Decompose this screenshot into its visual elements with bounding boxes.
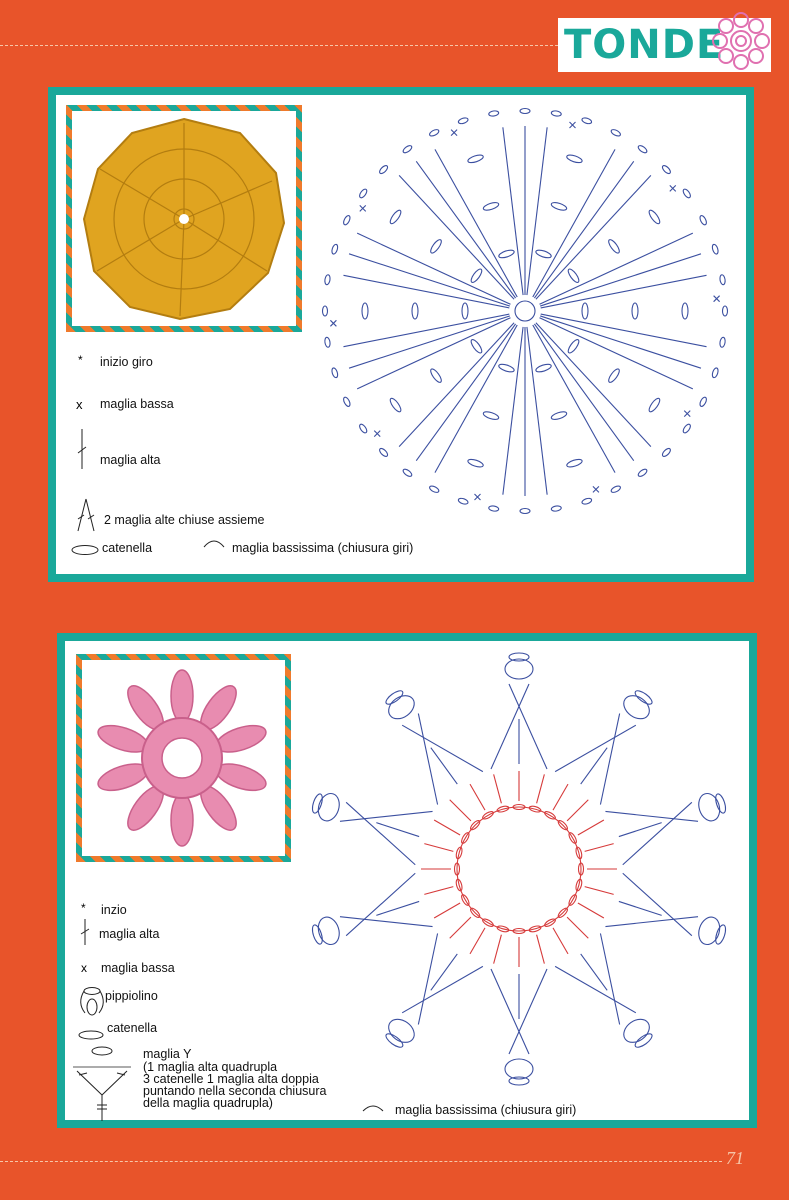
- petal-stem: [581, 954, 607, 990]
- bottom-dashed-line: [0, 1161, 722, 1162]
- chain-stitch: [711, 367, 719, 378]
- chain-stitch: [711, 244, 719, 255]
- legend-maglia-alta: maglia alta: [99, 927, 160, 941]
- legend-maglia-y-line2: 3 catenelle 1 maglia alta doppia: [143, 1072, 319, 1086]
- stitch-line: [537, 935, 545, 964]
- stitch-line: [536, 175, 651, 299]
- stitch-line: [349, 254, 510, 306]
- stitch-line: [494, 774, 502, 803]
- chain-stitch: [467, 154, 484, 165]
- pattern-panel-2: [57, 633, 757, 1128]
- petal-stitch: [623, 873, 692, 935]
- flower-icon: [706, 6, 776, 76]
- chain-stitch: [637, 144, 648, 154]
- stitch-line: [494, 935, 502, 964]
- stitch-line: [567, 800, 588, 821]
- chain-stitch: [699, 396, 708, 407]
- y-stitch-icon: [71, 1043, 133, 1123]
- chain-stitch: [699, 215, 708, 226]
- cross-icon: x: [76, 397, 83, 412]
- chain-stitch: [520, 509, 530, 514]
- decrease-icon: [74, 497, 98, 533]
- chain-stitch: [535, 363, 552, 374]
- yellow-decagon-image: [72, 111, 296, 326]
- legend-maglia-alta: maglia alta: [100, 453, 161, 467]
- petal-stem: [619, 823, 662, 837]
- chain-stitch: [498, 363, 515, 374]
- chain-icon: [70, 543, 100, 557]
- petal-stitch: [605, 811, 698, 821]
- petal-stitch: [402, 725, 483, 771]
- picot: [505, 1059, 533, 1079]
- legend-maglia-bassa: maglia bassa: [100, 397, 174, 411]
- stitch-line: [424, 844, 453, 852]
- chain-stitch: [581, 117, 592, 125]
- cross-icon: x: [81, 961, 87, 975]
- stitch-line: [578, 820, 604, 835]
- picot: [315, 791, 343, 824]
- stitch-line: [537, 774, 545, 803]
- pattern-panel-1: [48, 87, 754, 582]
- chain-stitch: [661, 447, 672, 458]
- stitch-line: [450, 800, 471, 821]
- stitch-line: [349, 316, 510, 368]
- petal-stitch: [555, 966, 636, 1012]
- chain-stitch: [607, 367, 621, 383]
- chain-stitch: [610, 128, 621, 137]
- chain-stitch: [633, 688, 654, 706]
- stitch-line: [527, 327, 547, 495]
- chain-stitch: [509, 1077, 529, 1085]
- stitch-line: [450, 917, 471, 938]
- stitch-line: [536, 323, 651, 447]
- chain-stitch: [429, 238, 443, 254]
- chain-stitch: [637, 468, 648, 478]
- top-dashed-line: [0, 45, 558, 46]
- legend-bassissima: maglia bassissima (chiusura giri): [395, 1103, 577, 1117]
- chain-stitch: [566, 154, 583, 165]
- petal-stitch: [491, 969, 529, 1054]
- pink-flower-image: [82, 660, 285, 856]
- legend-bassissima: maglia bassissima (chiusura giri): [232, 541, 414, 555]
- legend-due-alte: 2 maglia alte chiuse assieme: [104, 513, 265, 527]
- slip-stitch-icon: [361, 1101, 385, 1113]
- petal-stitch: [340, 917, 433, 927]
- chain-stitch: [310, 793, 324, 814]
- chain-stitch: [509, 653, 529, 661]
- chain-stitch: [384, 1031, 405, 1049]
- chain-stitch: [467, 458, 484, 469]
- chain-stitch: [402, 144, 413, 154]
- chain-stitch: [362, 303, 368, 319]
- double-crochet-icon: [74, 427, 90, 471]
- petal-stem: [431, 954, 457, 990]
- chain-stitch: [324, 337, 331, 348]
- petal-stitch: [418, 933, 437, 1024]
- inner-ring: [457, 807, 581, 931]
- petal-stem: [619, 901, 662, 915]
- chain-stitch: [723, 306, 728, 316]
- stitch-line: [416, 324, 515, 461]
- pattern-panel-2-content: [65, 641, 749, 1120]
- chain-stitch: [632, 303, 638, 319]
- section-title-box: [558, 18, 771, 72]
- chain-stitch: [682, 188, 692, 199]
- petal-stem: [376, 901, 419, 915]
- stitch-line: [567, 917, 588, 938]
- chain-stitch: [682, 423, 692, 434]
- chain-stitch: [458, 117, 469, 125]
- stitch-line: [416, 161, 515, 298]
- legend-maglia-y-line1: (1 maglia alta quadrupla: [143, 1060, 278, 1074]
- chain-stitch: [458, 497, 469, 505]
- pattern-panel-1-content: [56, 95, 746, 574]
- chain-stitch: [581, 497, 592, 505]
- legend-maglia-y-line3: puntando nella seconda chiusura: [143, 1084, 327, 1098]
- stitch-line: [527, 127, 547, 295]
- legend-maglia-bassa: maglia bassa: [101, 961, 175, 975]
- stitch-line: [434, 820, 460, 835]
- crochet-photo-pink: [82, 660, 285, 856]
- chain-stitch: [358, 188, 368, 199]
- picot: [695, 791, 723, 824]
- legend-maglia-y-title: maglia Y: [143, 1047, 192, 1061]
- picot: [505, 659, 533, 679]
- stitch-line: [540, 316, 701, 368]
- legend-catenella: catenella: [107, 1021, 158, 1035]
- chain-stitch: [429, 485, 440, 494]
- petal-stitch: [340, 811, 433, 821]
- stitch-line: [585, 887, 614, 895]
- double-crochet-icon: [77, 917, 93, 947]
- chain-stitch: [384, 688, 405, 706]
- chain-stitch: [661, 164, 672, 175]
- legend-maglia-y-line4: della maglia quadrupla): [143, 1096, 273, 1110]
- stitch-line: [470, 928, 485, 954]
- chain-stitch: [323, 306, 328, 316]
- picot-icon: [75, 985, 109, 1017]
- stitch-line: [399, 175, 514, 299]
- chain-stitch: [388, 209, 402, 225]
- section-title: TONDE: [564, 22, 725, 68]
- stitch-line: [424, 887, 453, 895]
- chain-stitch: [566, 267, 580, 283]
- chain-stitch: [550, 201, 567, 212]
- chain-stitch: [310, 924, 324, 945]
- chain-stitch: [482, 410, 499, 421]
- chain-stitch: [358, 423, 368, 434]
- petal-stem: [581, 748, 607, 784]
- stitch-line: [534, 324, 633, 461]
- chain-icon: [77, 1029, 105, 1041]
- petal-stitch: [623, 802, 692, 864]
- petal-stitch: [402, 966, 483, 1012]
- star-icon: *: [78, 353, 83, 367]
- picot: [695, 914, 723, 947]
- petal-stitch: [605, 917, 698, 927]
- chain-stitch: [378, 447, 389, 458]
- petal-stitch: [491, 684, 529, 769]
- chain-stitch: [714, 924, 728, 945]
- stitch-line: [470, 784, 485, 810]
- legend-catenella: catenella: [102, 541, 153, 555]
- petal-stem: [431, 748, 457, 784]
- chain-stitch: [714, 793, 728, 814]
- petal-stitch: [418, 713, 437, 804]
- chain-stitch: [402, 468, 413, 478]
- legend-inizio-giro: inizio giro: [100, 355, 153, 369]
- chain-stitch: [378, 164, 389, 175]
- chain-stitch: [610, 485, 621, 494]
- chain-stitch: [342, 396, 351, 407]
- chain-stitch: [566, 338, 580, 354]
- photo-frame-2: [76, 654, 291, 862]
- stitch-line: [434, 903, 460, 918]
- chain-stitch: [550, 410, 567, 421]
- chain-stitch: [498, 249, 515, 260]
- chain-stitch: [607, 238, 621, 254]
- chain-stitch: [482, 201, 499, 212]
- chain-stitch: [633, 1031, 654, 1049]
- chain-stitch: [429, 128, 440, 137]
- chain-stitch: [331, 244, 339, 255]
- stitch-line: [553, 784, 568, 810]
- petal-stitch: [600, 713, 619, 804]
- chain-stitch: [719, 337, 726, 348]
- stitch-line: [578, 903, 604, 918]
- legend-inzio: inzio: [101, 903, 127, 917]
- stitch-line: [553, 928, 568, 954]
- stitch-line: [585, 844, 614, 852]
- petal-stem: [376, 823, 419, 837]
- chain-stitch: [520, 109, 530, 114]
- stitch-line: [399, 323, 514, 447]
- stitch-line: [534, 161, 633, 298]
- photo-frame-1: [66, 105, 302, 332]
- chain-stitch: [429, 367, 443, 383]
- chain-stitch: [324, 274, 331, 285]
- chain-stitch: [647, 397, 661, 413]
- petal-stitch: [509, 684, 547, 769]
- chain-stitch: [388, 397, 402, 413]
- chain-stitch: [582, 303, 588, 319]
- chain-stitch: [469, 338, 483, 354]
- chain-stitch: [719, 274, 726, 285]
- petal-stitch: [346, 873, 415, 935]
- chain-stitch: [647, 209, 661, 225]
- stitch-line: [540, 254, 701, 306]
- petal-stitch: [555, 725, 636, 771]
- picot: [315, 914, 343, 947]
- chain-stitch: [682, 303, 688, 319]
- legend-pippiolino: pippiolino: [105, 989, 158, 1003]
- star-icon: *: [81, 901, 86, 915]
- crochet-petal: [171, 670, 193, 722]
- petal-stitch: [509, 969, 547, 1054]
- chain-stitch: [469, 267, 483, 283]
- chain-stitch: [551, 505, 562, 512]
- crochet-diagram-flower: [293, 647, 749, 1099]
- chain-stitch: [488, 110, 499, 117]
- chain-stitch: [535, 249, 552, 260]
- crochet-diagram-round: [314, 101, 736, 521]
- slip-stitch-icon: [202, 535, 226, 549]
- crochet-petal: [171, 794, 193, 846]
- chain-stitch: [342, 215, 351, 226]
- petal-stitch: [346, 802, 415, 864]
- crochet-photo-yellow: [72, 111, 296, 326]
- chain-stitch: [331, 367, 339, 378]
- center-ring: [515, 301, 535, 321]
- chain-stitch: [566, 458, 583, 469]
- chain-stitch: [412, 303, 418, 319]
- stitch-line: [503, 327, 523, 495]
- chain-stitch: [462, 303, 468, 319]
- page-number: 71: [726, 1148, 744, 1168]
- stitch-line: [503, 127, 523, 295]
- chain-stitch: [551, 110, 562, 117]
- chain-stitch: [488, 505, 499, 512]
- petal-stitch: [600, 933, 619, 1024]
